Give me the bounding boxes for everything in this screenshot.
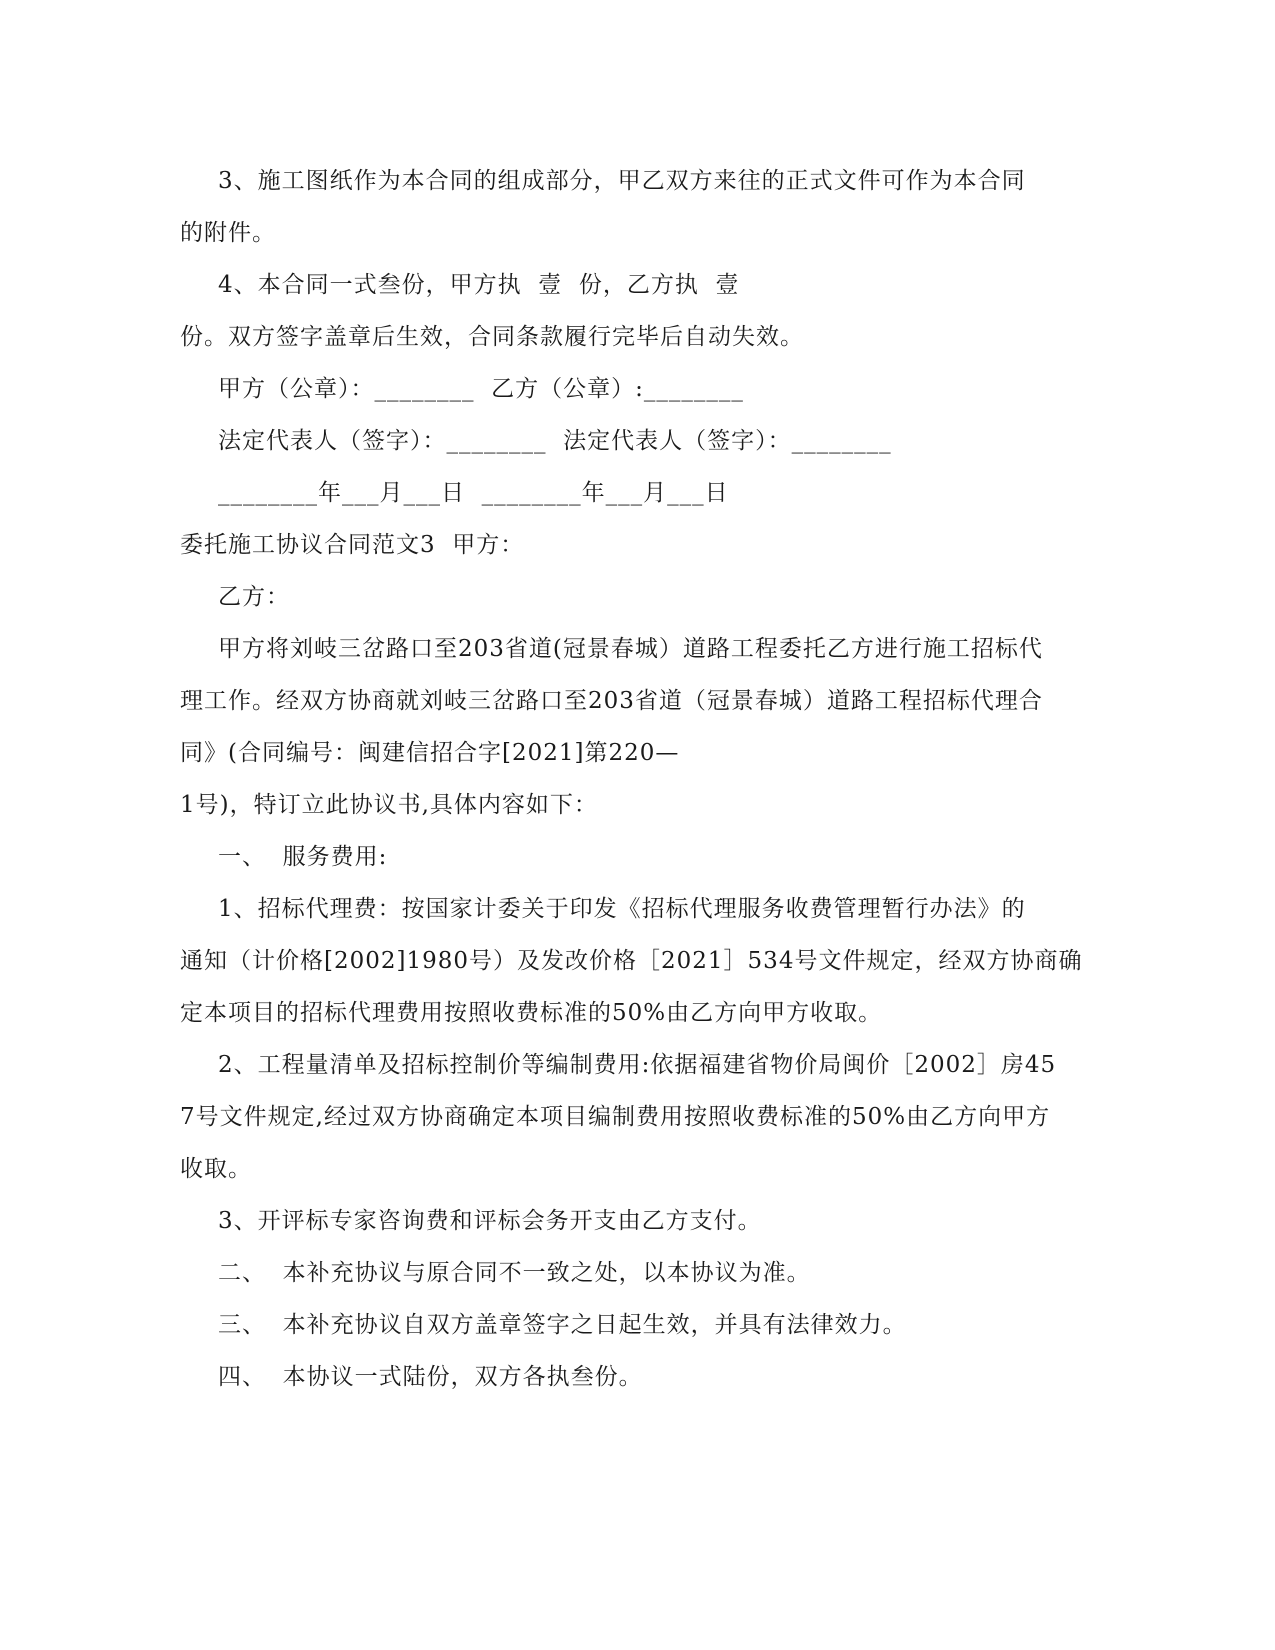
fee-1-line-3: 定本项目的招标代理费用按照收费标准的50%由乙方向甲方收取。 <box>180 1000 883 1026</box>
fee-3-line: 3、开评标专家咨询费和评标会务开支由乙方支付。 <box>218 1208 762 1234</box>
intro-line-3: 同》(合同编号：闽建信招合字[2021]第220— <box>180 740 680 766</box>
clause-3-line-2: 的附件。 <box>180 220 276 246</box>
fee-2-line-2: 7号文件规定,经过双方协商确定本项目编制费用按照收费标准的50%由乙方向甲方 <box>180 1104 1051 1130</box>
fee-2-line-1: 2、工程量清单及招标控制价等编制费用:依据福建省物价局闽价［2002］房45 <box>218 1052 1057 1078</box>
clause-two: 二、 本补充协议与原合同不一致之处，以本协议为准。 <box>218 1260 811 1286</box>
clause-4-line-1: 4、本合同一式叁份，甲方执 壹 份，乙方执 壹 <box>218 272 740 298</box>
clause-four: 四、 本协议一式陆份，双方各执叁份。 <box>218 1364 643 1390</box>
intro-line-2: 理工作。经双方协商就刘岐三岔路口至203省道（冠景春城）道路工程招标代理合 <box>180 688 1043 714</box>
fee-2-line-3: 收取。 <box>180 1156 252 1182</box>
fee-1-line-2: 通知（计价格[2002]1980号）及发改价格［2021］534号文件规定，经双方协商确 <box>180 948 1083 974</box>
date-line: ________年___月___日 ________年___月___日 <box>218 480 729 506</box>
intro-line-4: 1号)，特订立此协议书,具体内容如下： <box>180 792 598 818</box>
clause-three: 三、 本补充协议自双方盖章签字之日起生效，并具有法律效力。 <box>218 1312 907 1338</box>
party-b-line: 乙方： <box>218 584 290 610</box>
section-title: 委托施工协议合同范文3 甲方： <box>180 532 525 558</box>
heading-service-fees: 一、 服务费用: <box>218 844 388 870</box>
clause-3-line-1: 3、施工图纸作为本合同的组成部分，甲乙双方来往的正式文件可作为本合同 <box>218 168 1026 194</box>
signature-line: 法定代表人（签字）：________ 法定代表人（签字）：________ <box>218 428 892 454</box>
fee-1-line-1: 1、招标代理费：按国家计委关于印发《招标代理服务收费管理暂行办法》的 <box>218 896 1026 922</box>
intro-line-1: 甲方将刘岐三岔路口至203省道(冠景春城）道路工程委托乙方进行施工招标代 <box>218 636 1043 662</box>
seal-line: 甲方（公章）：________ 乙方（公章）:________ <box>218 376 744 402</box>
clause-4-line-2: 份。双方签字盖章后生效，合同条款履行完毕后自动失效。 <box>180 324 804 350</box>
